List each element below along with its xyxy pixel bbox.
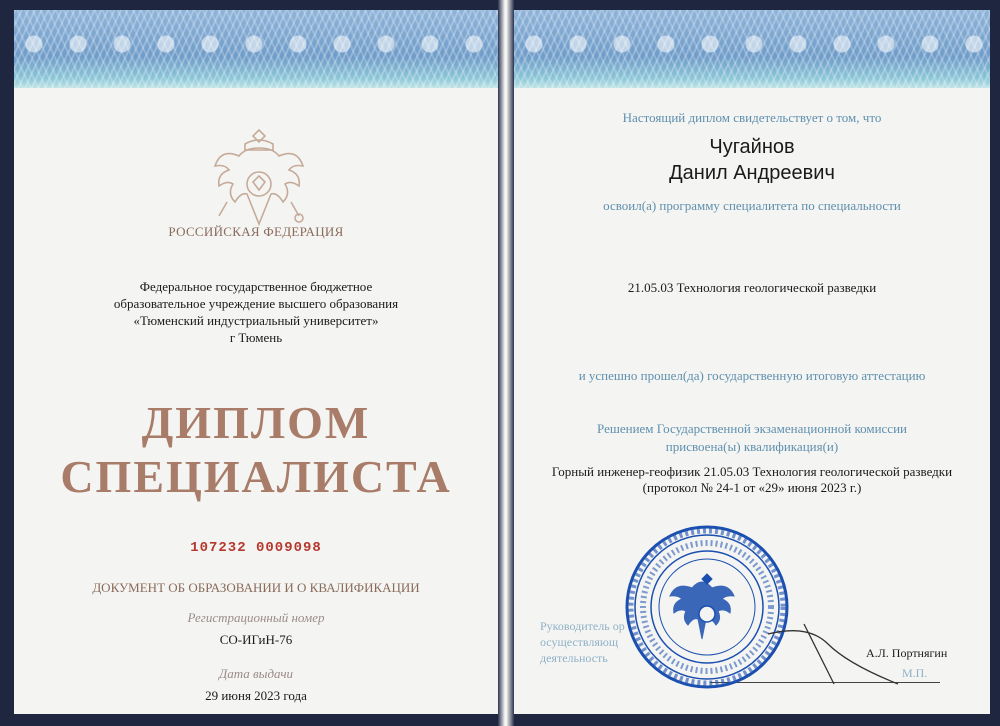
guilloche-banner-right <box>514 10 990 88</box>
head-label-line-1: Руководитель ор <box>540 619 625 633</box>
institution-line-1: Федеральное государственное бюджетное <box>139 279 373 294</box>
right-page <box>514 10 990 714</box>
specialty: 21.05.03 Технология геологической разведки <box>627 280 877 295</box>
commission-decision-line-1: Решением Государственной экзаменационной комиссии <box>597 421 907 436</box>
commission-decision-line-2: присвоена(ы) квалификация(и) <box>665 439 839 454</box>
qualification <box>514 464 990 496</box>
coat-of-arms-icon <box>209 122 309 232</box>
head-label-line-3: деятельность <box>540 651 608 665</box>
institution-line-4: г Тюмень <box>229 330 283 345</box>
guilloche-banner-left <box>14 10 498 88</box>
organization-head-label <box>540 618 625 666</box>
left-page <box>14 10 498 714</box>
diploma-title-line-2: СПЕЦИАЛИСТА <box>60 451 452 502</box>
issue-date-label: Дата выдачи <box>218 666 294 681</box>
diploma-title-line-1: ДИПЛОМ <box>141 397 371 448</box>
serial-number: 107232 0009098 <box>190 540 322 556</box>
institution-line-3: «Тюменский индустриальный университет» <box>133 313 379 328</box>
signatory-name: А.Л. Портнягин <box>866 646 948 660</box>
certification-intro: Настоящий диплом свидетельствует о том, что <box>622 110 882 125</box>
attestation-passed-text: и успешно прошел(да) государственную итоговую аттестацию <box>578 368 926 383</box>
qualification-line-1: Горный инженер-геофизик 21.05.03 Технология геологической разведки <box>551 464 953 479</box>
country-name: РОССИЙСКАЯ ФЕДЕРАЦИЯ <box>168 224 344 239</box>
institution-name <box>14 278 498 346</box>
graduate-surname: Чугайнов <box>709 136 795 158</box>
institution-line-2: образовательное учреждение высшего образования <box>113 296 399 311</box>
registration-number: СО-ИГиН-76 <box>219 632 293 647</box>
commission-decision <box>514 420 990 456</box>
qualification-line-2: (протокол № 24-1 от «29» июня 2023 г.) <box>642 480 862 495</box>
head-label-line-2: осуществляющ <box>540 635 619 649</box>
registration-number-label: Регистрационный номер <box>187 610 325 625</box>
graduate-given-names: Данил Андреевич <box>669 162 835 184</box>
program-mastered-text: освоил(а) программу специалитета по специальности <box>603 198 901 213</box>
document-type: ДОКУМЕНТ ОБ ОБРАЗОВАНИИ И О КВАЛИФИКАЦИИ <box>92 580 420 595</box>
issue-date: 29 июня 2023 года <box>205 688 307 703</box>
diploma-spine <box>498 0 514 726</box>
seal-place-label: М.П. <box>902 666 928 680</box>
